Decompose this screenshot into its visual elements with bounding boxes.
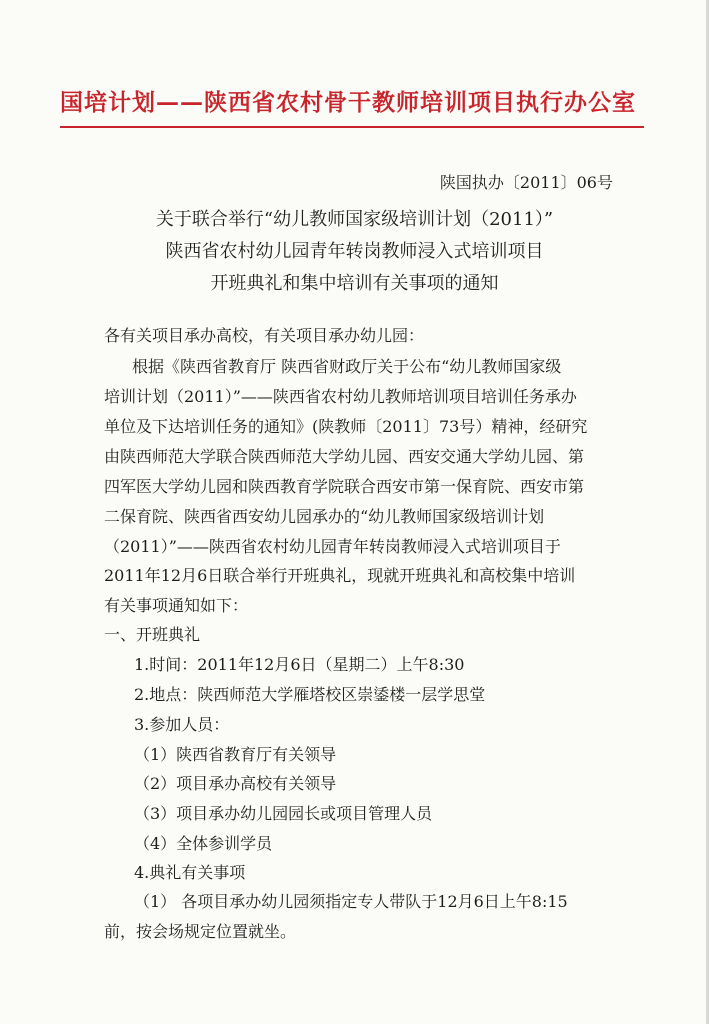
document-number: 陕国执办〔2011〕06号 [439, 173, 613, 192]
ceremony-matter-line: （1） 各项目承办幼儿园须指定专人带队于12月6日上午8:15 [134, 892, 568, 911]
attendee-item: （2）项目承办高校有关领导 [134, 774, 337, 793]
body-paragraph-line: 根据《陕西省教育厅 陕西省财政厅关于公布“幼儿教师国家级 [132, 357, 562, 376]
notice-title-line-1: 关于联合举行“幼儿教师国家级培训计划（2011）” [155, 209, 554, 230]
attendee-item: （4）全体参训学员 [134, 834, 273, 853]
attendee-item: （1）陕西省教育厅有关领导 [134, 745, 337, 764]
header-divider [60, 126, 644, 128]
ceremony-time: 1.时间：2011年12月6日（星期二）上午8:30 [134, 655, 465, 674]
body-paragraph-line: （2011）”——陕西省农村幼儿园青年转岗教师浸入式培训项目于 [104, 537, 561, 556]
attendees-heading: 3.参加人员： [134, 715, 230, 734]
ceremony-matters-heading: 4.典礼有关事项 [134, 863, 246, 882]
body-paragraph-line: 四军医大学幼儿园和陕西教育学院联合西安市第一保育院、西安市第 [104, 477, 585, 496]
attendee-item: （3）项目承办幼儿园园长或项目管理人员 [134, 804, 433, 823]
body-paragraph-line: 有关事项通知如下： [104, 596, 249, 615]
body-paragraph-line: 2011年12月6日联合举行开班典礼，现就开班典礼和高校集中培训 [104, 566, 576, 585]
section-heading-opening-ceremony: 一、开班典礼 [104, 625, 201, 644]
notice-title-line-3: 开班典礼和集中培训有关事项的通知 [210, 273, 499, 294]
salutation: 各有关项目承办高校，有关项目承办幼儿园： [104, 326, 425, 345]
body-paragraph-line: 二保育院、陕西省西安幼儿园承办的“幼儿教师国家级培训计划 [104, 507, 545, 526]
ceremony-matter-line: 前，按会场规定位置就坐。 [104, 922, 297, 941]
body-paragraph-line: 单位及下达培训任务的通知》(陕教师〔2011〕73号）精神，经研究 [104, 417, 588, 436]
notice-title-line-2: 陕西省农村幼儿园青年转岗教师浸入式培训项目 [165, 241, 544, 262]
body-paragraph-line: 由陕西师范大学联合陕西师范大学幼儿园、西安交通大学幼儿园、第 [104, 447, 585, 466]
ceremony-place: 2.地点：陕西师范大学雁塔校区崇鋈楼一层学思堂 [134, 685, 486, 704]
body-paragraph-line: 培训计划（2011）”——陕西省农村幼儿教师培训项目培训任务承办 [104, 387, 577, 406]
org-header-title: 国培计划——陕西省农村骨干教师培训项目执行办公室 [60, 89, 636, 116]
